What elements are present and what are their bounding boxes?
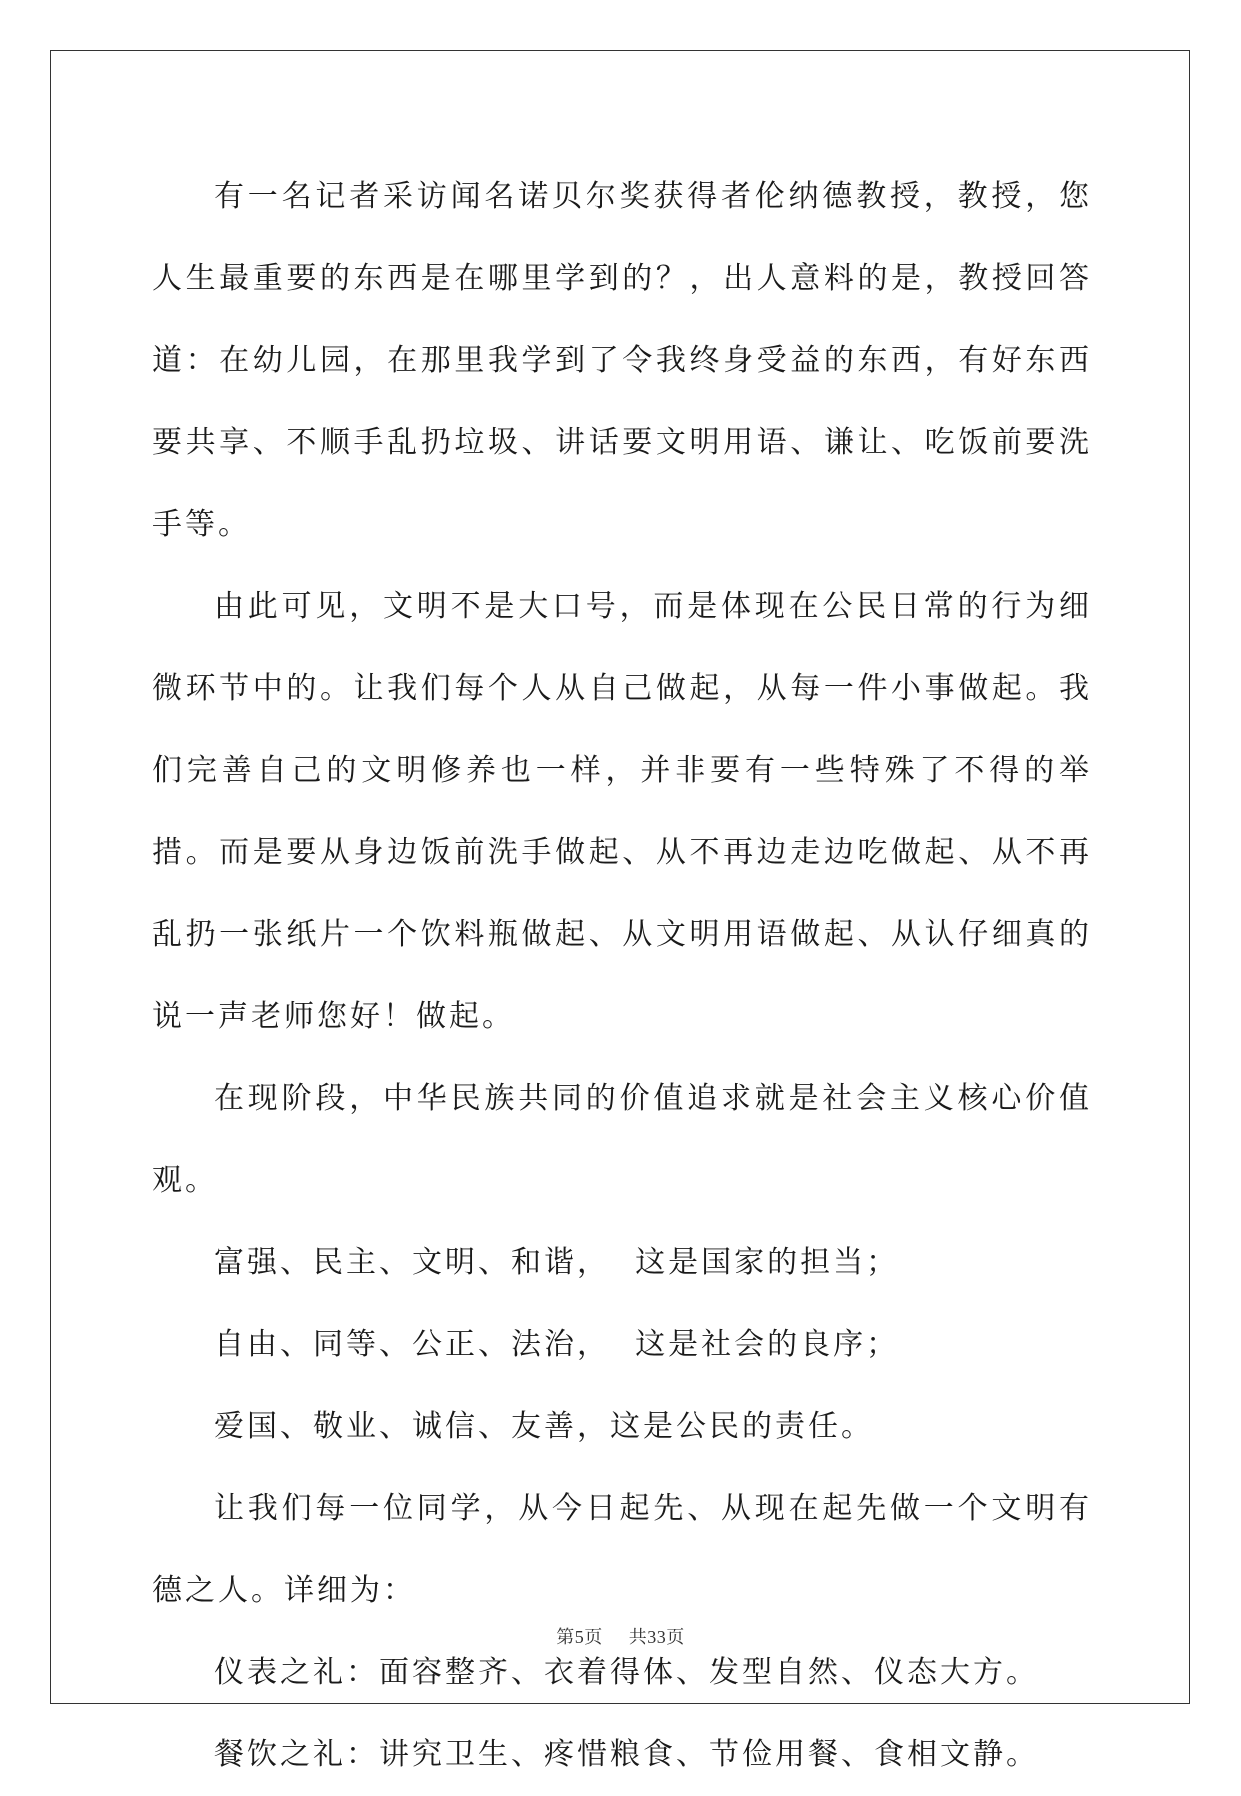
paragraph-appearance-etiquette: 仪表之礼：面容整齐、衣着得体、发型自然、仪态大方。 xyxy=(214,1655,1039,1690)
paragraph-civility-details: 由此可见，文明不是大口号，而是体现在公民日常的行为细微环节中的。让我们每个人从自己做起，从每一件小事做起。我们完善自己的文明修养也一样，并非要有一些特殊了不得的举措。而是要从身边饭前洗手做起、从不再边走边吃做起、从不再乱扔一张纸片一个饮料瓶做起、从文明用语做起、从认仔细真的说一声老师您好！做起。 xyxy=(152,589,1092,1034)
document-body xyxy=(152,156,1092,1796)
paragraph-core-values-intro: 在现阶段，中华民族共同的价值追求就是社会主义核心价值观。 xyxy=(152,1081,1092,1198)
paragraph-dining-etiquette: 餐饮之礼：讲究卫生、疼惜粮食、节俭用餐、食相文静。 xyxy=(214,1737,1039,1772)
paragraph-national-values: 富强、民主、文明、和谐， 这是国家的担当； xyxy=(214,1245,900,1280)
paragraph-nobel-anecdote: 有一名记者采访闻名诺贝尔奖获得者伦纳德教授，教授，您人生最重要的东西是在哪里学到的？，出人意料的是，教授回答道：在幼儿园，在那里我学到了令我终身受益的东西，有好东西要共享、不顺手乱扔垃圾、讲话要文明用语、谦让、吃饭前要洗手等。 xyxy=(152,179,1092,542)
page-footer xyxy=(0,1623,1241,1649)
page-total: 共33页 xyxy=(628,1627,685,1647)
paragraph-social-values: 自由、同等、公正、法治， 这是社会的良序； xyxy=(214,1327,900,1362)
paragraph-call-to-action: 让我们每一位同学，从今日起先、从现在起先做一个文明有德之人。详细为： xyxy=(152,1491,1092,1608)
page-number: 第5页 xyxy=(556,1627,603,1647)
paragraph-citizen-values: 爱国、敬业、诚信、友善，这是公民的责任。 xyxy=(214,1409,874,1444)
